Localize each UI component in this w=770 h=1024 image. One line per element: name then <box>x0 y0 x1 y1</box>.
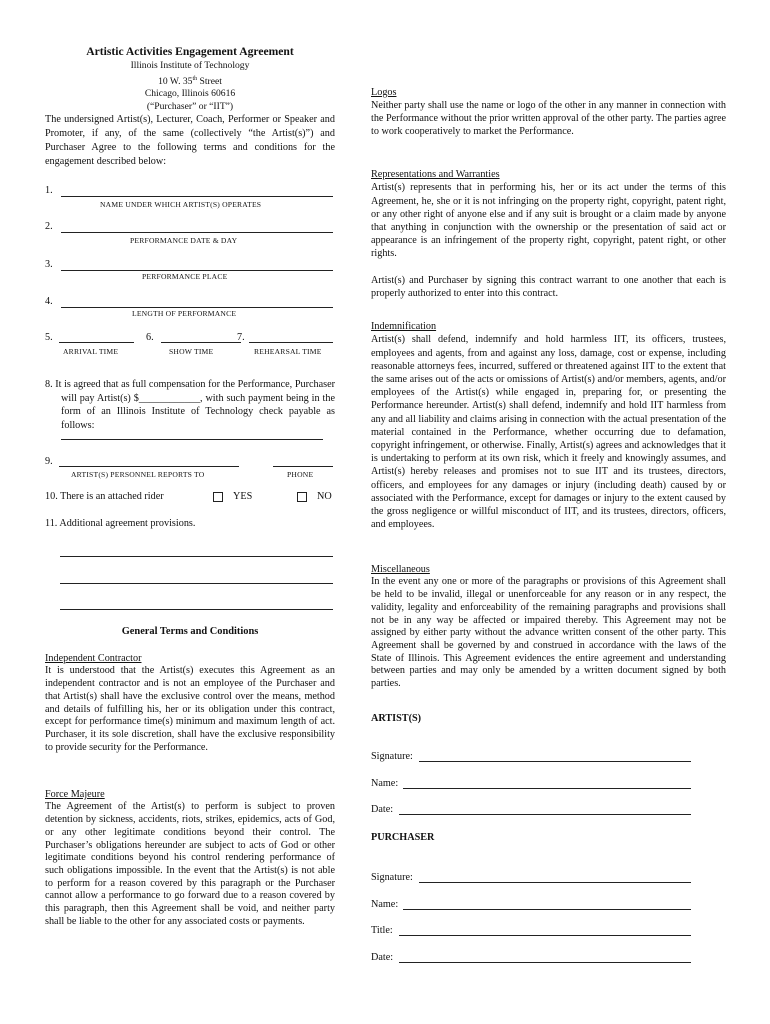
rider-yes-checkbox[interactable] <box>213 492 223 502</box>
title-label: Title: <box>371 925 393 936</box>
field-performance-length[interactable] <box>45 295 335 323</box>
field-number: 9. <box>45 456 53 467</box>
field-number: 7. <box>237 332 245 343</box>
indemnification-text: Artist(s) shall defend, indemnify and hold harmless IIT, its officers, trustees, employees and agents, from and against any loss, damage, cost or expense, including reasonable attorneys fees, incurred, suffered or threatened against IIT to the extent that the same arises out of the acts or omissions of Artist(s) and/or members, agents, and/or employees of the Artist(s) while engaged in, preparing for, or presenting the Performance hereunder. Artist(s) shall defend, indemnify and hold IIT harmless from any and all liability and claims arising in connection with the actual presentation of the material contained in the Performance, whether occurring due to defamation, copyright infringement, or otherwise. Finally, Artist(s) agrees and acknowledges that it is undertaking to perform at its own risk, which it freely and knowingly assumes, and Artist(s) hereby releases and promises not to sue IIT and its trustees, directors, officers, and employees for any damages or injury (including death) caused by or associated with the Performance, except for damages or injury to the extent caused by the gross negligence or willful misconduct of IIT, and its trustees, directors, officers, and employees. <box>371 334 726 531</box>
representations-heading: Representations and Warranties <box>371 169 500 180</box>
miscellaneous-text: In the event any one or more of the paragraphs or provisions of this Agreement shall be held to be invalid, illegal or unenforceable for any reason or in any respect, the validity, legality and enforceability of the remaining paragraphs and provisions shall not be in any way be affected or impaired thereby. This Agreement may not be assigned by either party without the advance written consent of the other party. This Agreement shall be governed by and construed in accordance with the laws of the State of Illinois. This Agreement evidences the entire agreement and understanding between parties and may only be amended by a written document signed by both parties. <box>371 576 726 690</box>
artist-name-line[interactable] <box>403 788 691 789</box>
additional-provisions-line-3[interactable] <box>60 609 333 610</box>
field-number: 6. <box>146 332 154 343</box>
field-number: 1. <box>45 185 53 196</box>
field-caption: SHOW TIME <box>169 347 214 356</box>
purchaser-date-row <box>371 951 691 965</box>
purchaser-title-row <box>371 924 691 938</box>
field-artist-name[interactable] <box>45 184 335 212</box>
purchaser-name-row <box>371 898 691 912</box>
field-caption: PERFORMANCE PLACE <box>142 272 228 281</box>
miscellaneous-heading: Miscellaneous <box>371 564 430 575</box>
purchaser-name-line[interactable] <box>403 909 691 910</box>
performance-date-line[interactable] <box>61 232 333 233</box>
field-performance-place[interactable] <box>45 258 335 286</box>
compensation-clause <box>45 378 335 440</box>
field-number: 5. <box>45 332 53 343</box>
date-label: Date: <box>371 804 394 815</box>
field-caption: REHEARSAL TIME <box>254 347 322 356</box>
name-label: Name: <box>371 778 399 789</box>
purchaser-signature-line[interactable] <box>419 882 691 883</box>
rider-no-checkbox[interactable] <box>297 492 307 502</box>
logos-heading: Logos <box>371 87 397 98</box>
intro-paragraph: The undersigned Artist(s), Lecturer, Coach, Performer or Speaker and Promoter, if any, of the same (collectively “the Artist(s)”) and Purchaser Agree to the following terms and conditions for the engagement described below: <box>45 114 335 167</box>
purchaser-title-line[interactable] <box>399 935 691 936</box>
payment-terms-line[interactable] <box>61 438 323 440</box>
field-caption: LENGTH OF PERFORMANCE <box>132 309 237 318</box>
independent-contractor-heading: Independent Contractor <box>45 653 142 664</box>
miscellaneous-section <box>371 563 726 691</box>
field-number: 3. <box>45 259 53 270</box>
address-line-2: 10 W. 35th Street <box>158 75 222 87</box>
artist-heading: ARTIST(S) <box>371 713 422 724</box>
phone-line[interactable] <box>273 466 333 467</box>
personnel-line[interactable] <box>59 466 239 467</box>
field-performance-date[interactable] <box>45 220 335 248</box>
force-majeure-section <box>45 788 335 928</box>
force-majeure-text: The Agreement of the Artist(s) to perform is subject to proven detention by sickness, accidents, riots, strikes, epidemics, acts of God, or any other legitimate conditions beyond their control. The Purchaser’s obligations hereunder are subject to acts of God or other legitimate conditions beyond his control rendering performance of such obligations impossible. In the event that the Artist(s) is not able to perform for a reason covered by this paragraph or the Purchaser cannot allow a performance to go forward due to a reason covered by this paragraph, then this Agreement shall be void, and neither party shall be liable to the other for any associated costs or payments. <box>45 801 335 927</box>
purchaser-signature-row <box>371 871 691 885</box>
independent-contractor-text: It is understood that the Artist(s) executes this Agreement as an independent contractor and is not an employee of the Purchaser and that Artist(s) shall have the exclusive control over the means, method and details of fulfilling his, her or its obligation under this contract, except for performance time(s) minimum and maximum length of act. Purchaser, it its sole discretion, shall have the exclusive responsibility to provide security for the Performance. <box>45 665 335 753</box>
address-line-3: Chicago, Illinois 60616 <box>144 88 236 100</box>
representations-section <box>371 168 726 300</box>
field-number: 4. <box>45 296 53 307</box>
personnel-contact-row <box>45 455 335 483</box>
name-label: Name: <box>371 899 399 910</box>
rider-no-label: NO <box>317 491 332 502</box>
additional-provisions-label: 11. Additional agreement provisions. <box>45 518 196 529</box>
representations-text: Artist(s) represents that in performing his, her or its act under the terms of this Agreement, he, she or it is not infringing on the property right, copyright, patent right, or any other right of anyone else and if any suit is brought or a claim made by anyone that anything in conjunction with the ownership or the presentation of said act or appearance is an infringement of the property right, copyright, patent right, or other rights. <box>371 182 726 260</box>
artist-name-row <box>371 777 691 791</box>
field-caption: PHONE <box>287 470 314 479</box>
address-line-4: (“Purchaser” or “IIT”) <box>146 100 234 112</box>
authority-text: Artist(s) and Purchaser by signing this contract warrant to one another that each is properly authorized to enter into this contract. <box>371 274 726 299</box>
artist-date-row <box>371 803 691 817</box>
artist-name-line[interactable] <box>61 196 333 197</box>
independent-contractor-section <box>45 652 335 754</box>
purchaser-date-line[interactable] <box>399 962 691 963</box>
compensation-text: 8. It is agreed that as full compensation for the Performance, Purchaser will pay Artist(s) $____________, with such payment being in the form of an Illinois Institute of Technology check payable as follows: <box>45 379 335 431</box>
field-caption: NAME UNDER WHICH ARTIST(S) OPERATES <box>100 200 262 209</box>
artist-signature-row <box>371 750 691 764</box>
rider-row <box>45 490 335 504</box>
agreement-header <box>45 45 335 168</box>
show-time-line[interactable] <box>161 342 241 343</box>
indemnification-section <box>371 320 726 531</box>
field-caption: ARRIVAL TIME <box>63 347 119 356</box>
address-line-1: Illinois Institute of Technology <box>130 60 250 72</box>
logos-text: Neither party shall use the name or logo of the other in any manner in connection with the Performance without the prior written approval of the other party. The parties agree to work cooperatively to market the Performance. <box>371 100 727 138</box>
signature-label: Signature: <box>371 872 413 883</box>
purchaser-heading: PURCHASER <box>371 832 435 843</box>
times-row <box>45 331 335 359</box>
general-terms-heading: General Terms and Conditions <box>121 626 259 637</box>
rider-label: 10. There is an attached rider <box>45 491 164 502</box>
additional-provisions-line-2[interactable] <box>60 583 333 584</box>
artist-date-line[interactable] <box>399 814 691 815</box>
field-number: 2. <box>45 221 53 232</box>
signature-label: Signature: <box>371 751 413 762</box>
logos-section <box>371 86 726 138</box>
rider-yes-label: YES <box>233 491 253 502</box>
additional-provisions-line-1[interactable] <box>60 556 333 557</box>
rehearsal-time-line[interactable] <box>249 342 333 343</box>
document-title: Artistic Activities Engagement Agreement <box>86 45 294 58</box>
indemnification-heading: Indemnification <box>371 321 437 332</box>
arrival-time-line[interactable] <box>59 342 134 343</box>
artist-signature-line[interactable] <box>419 761 691 762</box>
force-majeure-heading: Force Majeure <box>45 789 105 800</box>
field-caption: PERFORMANCE DATE & DAY <box>130 236 238 245</box>
field-caption: ARTIST(S) PERSONNEL REPORTS TO <box>71 470 205 479</box>
date-label: Date: <box>371 952 394 963</box>
